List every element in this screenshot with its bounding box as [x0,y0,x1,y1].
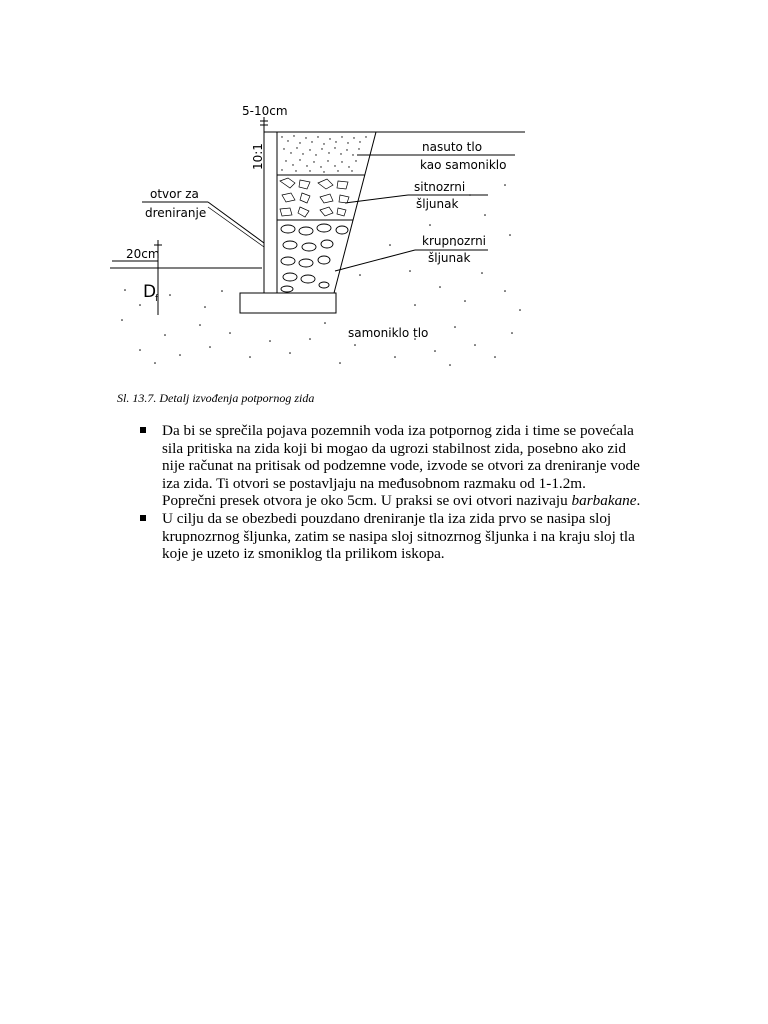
backfill-label-bottom: kao samoniklo [420,158,507,172]
fine-gravel-label-bottom: šljunak [416,197,459,211]
gap-dimension-label: 5-10cm [242,104,288,118]
bullet-icon [140,515,146,521]
drain-label-top: otvor za [150,187,199,201]
fine-gravel-label-top: sitnozrni [414,180,466,194]
drain-label-bottom: dreniranje [145,206,207,220]
list-item [140,422,660,510]
bullet-icon [140,427,146,433]
backfill-layers [277,132,376,293]
batter-label: 10:1 [251,143,265,170]
coarse-gravel-label-top: krupnozrni [422,234,487,248]
spacing-label: 20cm [126,247,160,261]
list-item-emphasis: barbakane [571,492,637,510]
depth-label: D [143,282,157,302]
depth-subscript: f [155,294,159,304]
retaining-wall-diagram [110,95,530,375]
bullet-list [140,422,660,563]
list-item-text: U cilju da se obezbedi pouzdano dreniranje tla iza zida prvo se nasipa sloj krupnozrnog šljunka, zatim se nasipa sloj sitnozrnog šljunka i na kraju sloj tla koje je uzeto iz smoniklog tla prilikom iskopa. [162,509,635,563]
native-soil-label: samoniklo tlo [348,326,429,340]
list-item [140,510,660,563]
figure-caption: Sl. 13.7. Detalj izvođenja potpornog zida [117,391,315,405]
coarse-gravel-label-bottom: šljunak [428,251,471,265]
backfill-label-top: nasuto tlo [422,140,483,154]
list-item-tail: . [636,492,641,510]
fine-gravel-texture [280,178,349,217]
backfill-soil-texture [281,135,366,172]
coarse-gravel-texture [281,224,348,292]
list-item-text: Da bi se sprečila pojava pozemnih voda iza potpornog zida i time se povećala sila pritiska na zida koji bi mogao da ugrozi stabilnost zida, posebno ako zid nije računat na pritisak od podzemne vode, izvode se otvori za dreniranje vode iza zida. Ti otvori se postavljaju na međusobnom razmaku od 1-1.2m. Poprečni presek otvora je oko 5cm. U praksi se ovi otvori nazivaju [162,422,640,510]
